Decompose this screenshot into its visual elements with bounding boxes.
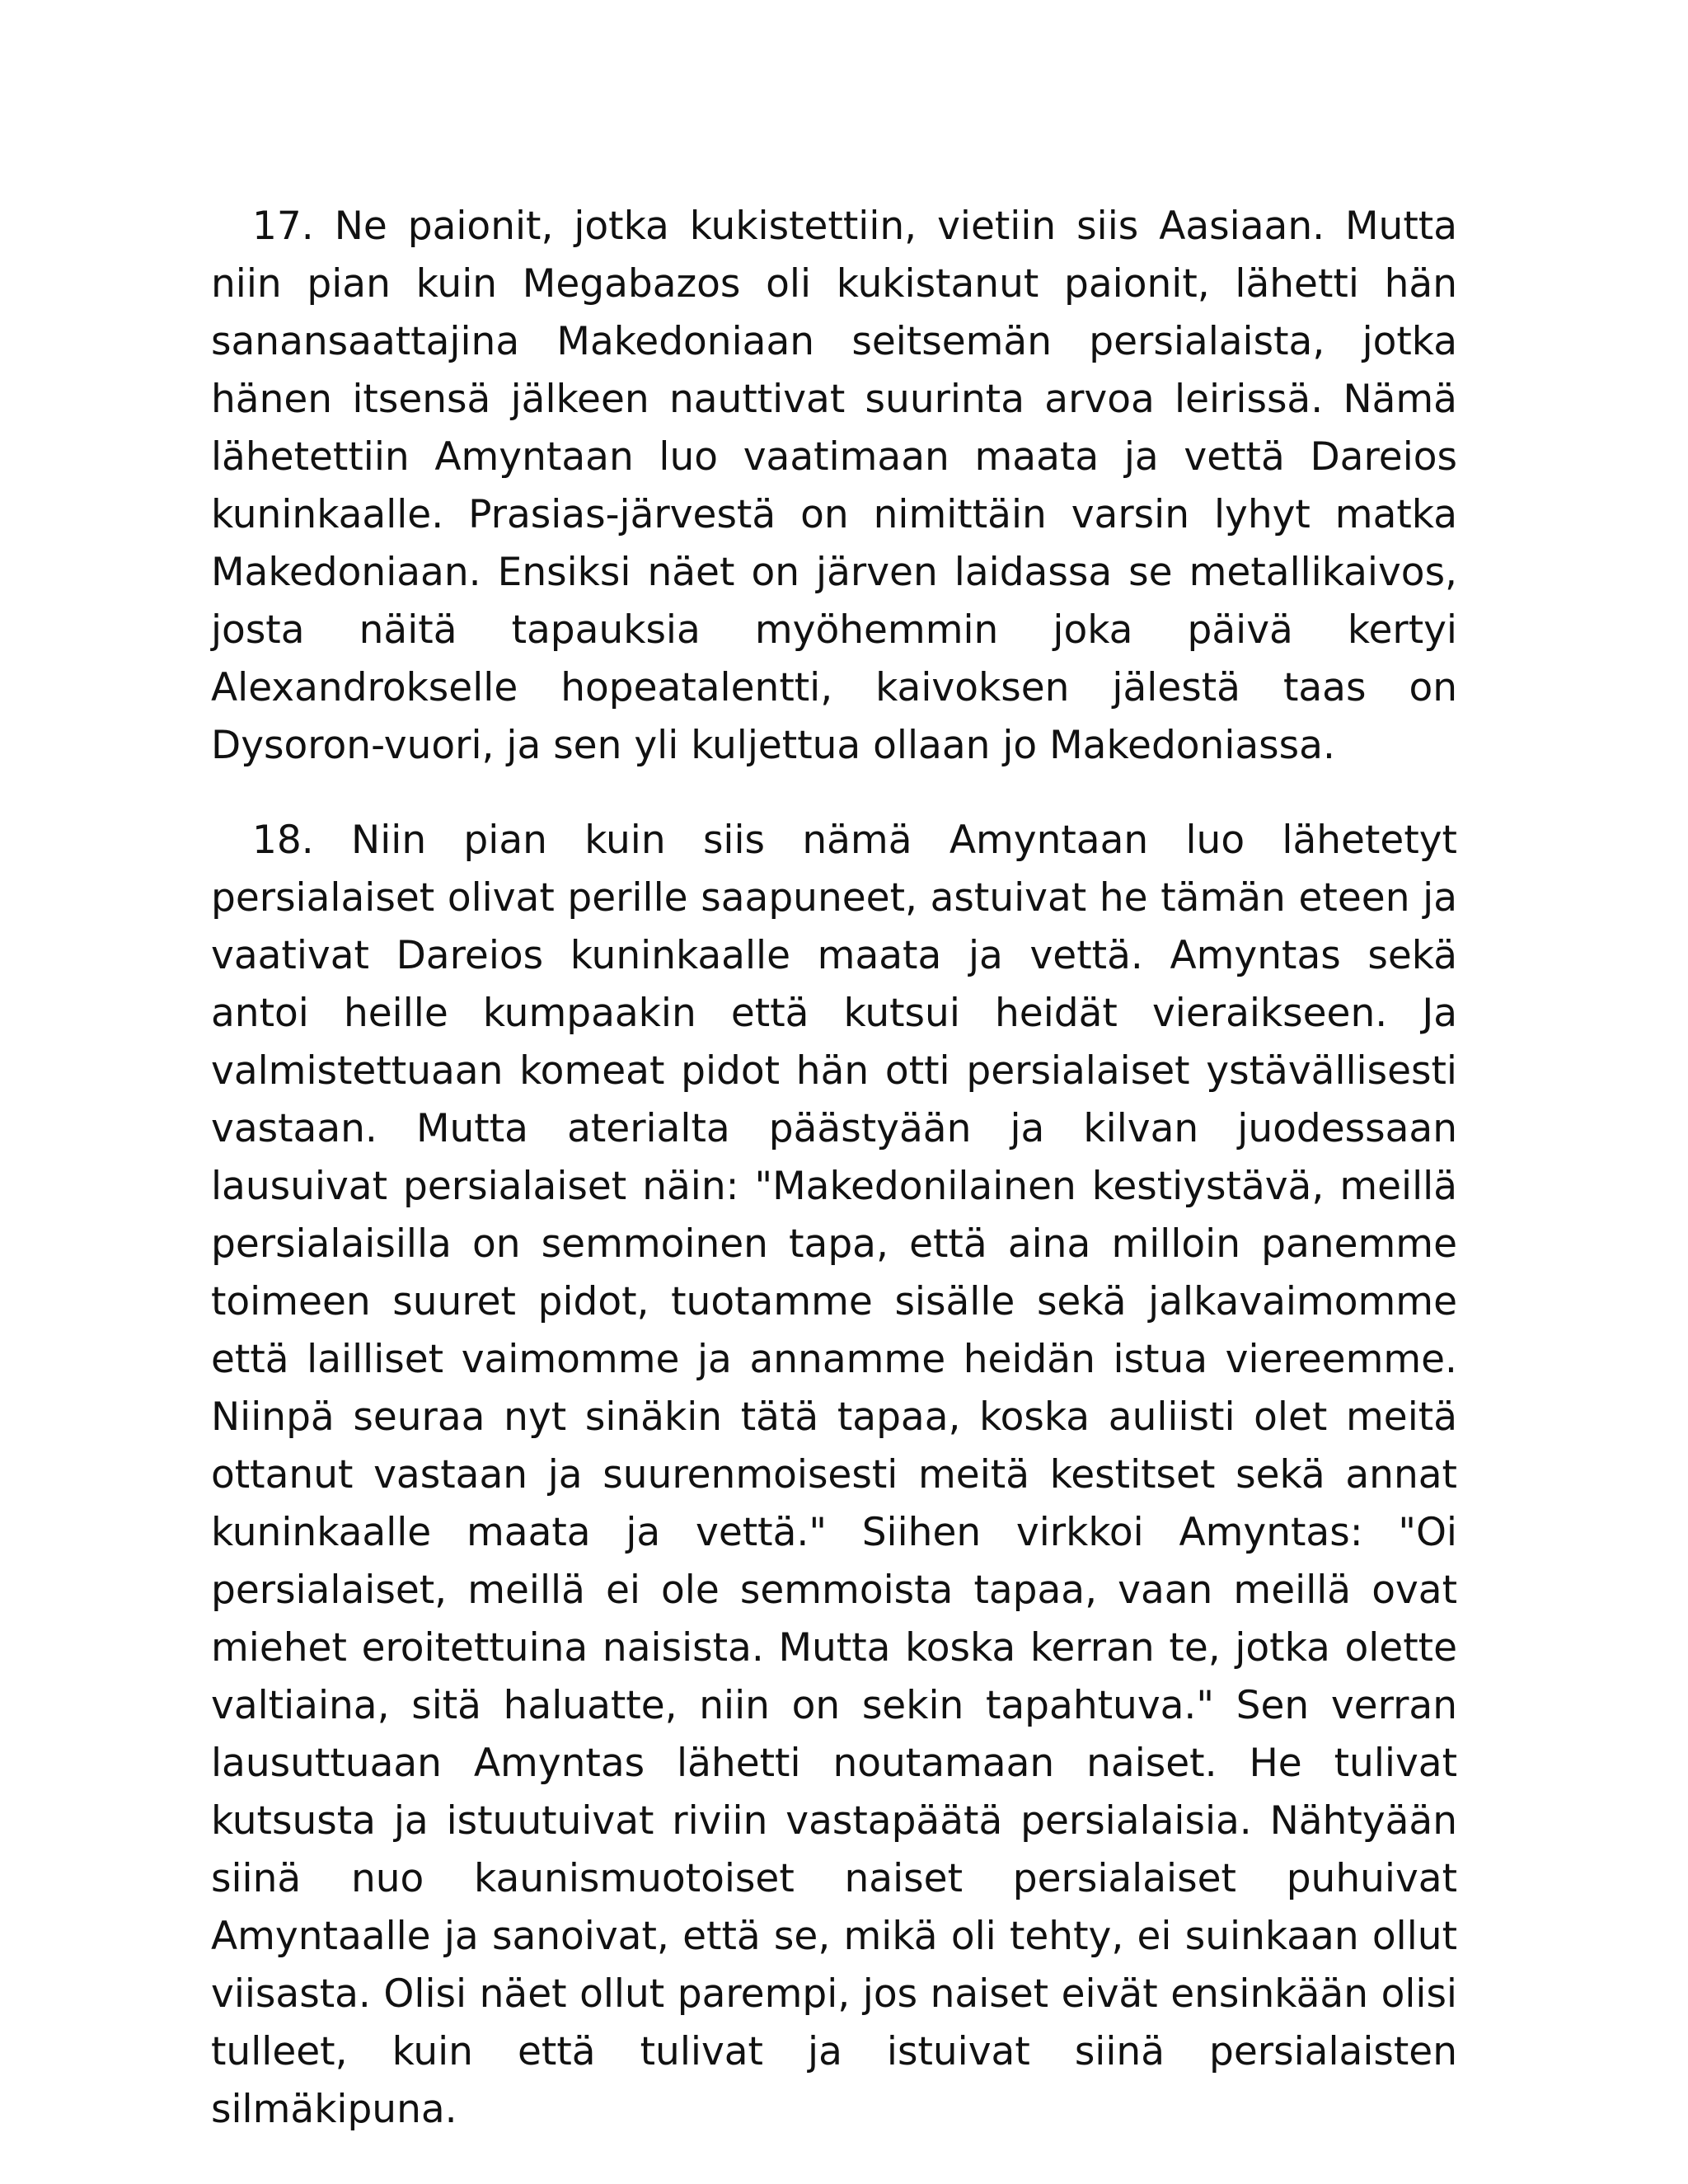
paragraph-17: 17. Ne paionit, jotka kukistettiin, vietiin siis Aasiaan. Mutta niin pian kuin Megabazos oli kukistanut paionit, lähetti hän sanansaattajina Makedoniaan seitsemän persialaista, jotka hänen itsensä jälkeen nauttivat suurinta arvoa leirissä. Nämä lähetettiin Amyntaan luo vaatimaan maata ja vettä Dareios kuninkaalle. Prasias-järvestä on nimittäin varsin lyhyt matka Makedoniaan. Ensiksi näet on järven laidassa se metallikaivos, josta näitä tapauksia myöhemmin joka päivä kertyi Alexandrokselle hopeatalentti, kaivoksen jälestä taas on Dysoron-vuori, ja sen yli kuljettua ollaan jo Makedoniassa. bbox=[211, 204, 1457, 768]
paragraph-18: 18. Niin pian kuin siis nämä Amyntaan luo lähetetyt persialaiset olivat perille saapuneet, astuivat he tämän eteen ja vaativat Dareios kuninkaalle maata ja vettä. Amyntas sekä antoi heille kumpaakin että kutsui heidät vieraikseen. Ja valmistettuaan komeat pidot hän otti persialaiset ystävällisesti vastaan. Mutta aterialta päästyään ja kilvan juodessaan lausuivat persialaiset näin: "Makedonilainen kestiystävä, meillä persialaisilla on semmoinen tapa, että aina milloin panemme toimeen suuret pidot, tuotamme sisälle sekä jalkavaimomme että lailliset vaimomme ja annamme heidän istua viereemme. Niinpä seuraa nyt sinäkin tätä tapaa, koska auliisti olet meitä ottanut vastaan ja suurenmoisesti meitä kestitset sekä annat kuninkaalle maata ja vettä." Siihen virkkoi Amyntas: "Oi persialaiset, meillä ei ole semmoista tapaa, vaan meillä ovat miehet eroitettuina naisista. Mutta koska kerran te, jotka olette valtiaina, sitä haluatte, niin on sekin tapahtuva." Sen verran lausuttuaan Amyntas lähetti noutamaan naiset. He tulivat kutsusta ja istuutuivat riviin vastapäätä persialaisia. Nähtyään siinä nuo kaunismuotoiset naiset persialaiset puhuivat Amyntaalle ja sanoivat, että se, mikä oli tehty, ei suinkaan ollut viisasta. Olisi näet ollut parempi, jos naiset eivät ensinkään olisi tulleet, kuin että tulivat ja istuivat siinä persialaisten silmäkipuna. bbox=[211, 818, 1457, 2132]
document-page bbox=[211, 198, 1457, 2139]
